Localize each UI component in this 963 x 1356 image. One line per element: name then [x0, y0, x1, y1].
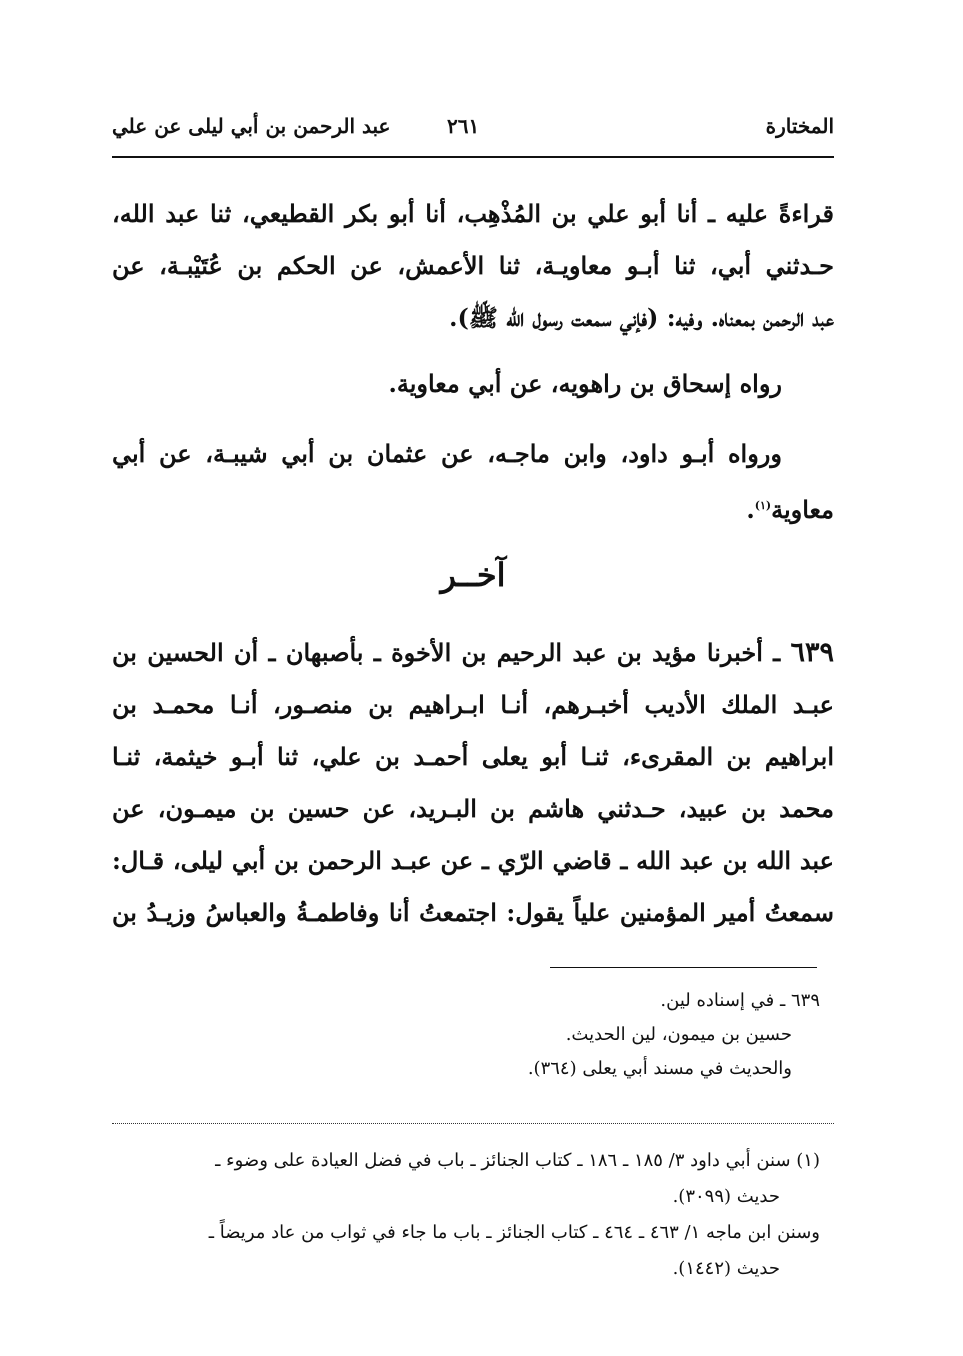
footnote-marker: (١)	[754, 499, 772, 512]
text-line-with-number	[112, 627, 834, 679]
reference-line: حديث (١٤٤٢).	[672, 1258, 780, 1279]
editor-notes	[300, 984, 820, 1086]
text-line: حـدثني أبي، ثنا أبـو معاويـة، ثنا الأعمش، عن الحكم بن عُتَيْبـة، عن	[112, 251, 834, 280]
header-chapter-title: عبد الرحمن بن أبي ليلى عن علي	[112, 114, 391, 138]
note-line: ٦٣٩ ـ في إسناده لين.	[660, 990, 820, 1011]
reference-line: وسنن ابن ماجه ١/ ٤٦٣ ـ ٤٦٤ ـ كتاب الجنائز ـ باب ما جاء في ثواب من عاد مريضاً ـ	[208, 1222, 820, 1243]
text-line: ابراهيم بن المقرىء، ثنـا أبو يعلى أحمـد بن علي، ثنا أبـو خيثمة، ثنـا	[112, 742, 834, 771]
text-line: ورواه أبـو داود، وابن ماجـه، عن عثمان بن أبي شيبـة، عن أبي	[112, 439, 782, 468]
section-heading: آخــر	[440, 556, 506, 594]
paragraph-isnad	[112, 188, 834, 344]
footnote-separator	[550, 967, 817, 968]
running-header	[112, 114, 834, 154]
references-separator	[112, 1123, 834, 1124]
text-line: محمد بن عبيد، حـدثني هاشم بن البـريد، عن حسين بن ميمـون، عن	[112, 794, 834, 823]
text-line: عبد الرحمن بمعناه. وفيه: (فإني سمعت رسول الله ﷺ).	[449, 303, 834, 332]
header-divider	[112, 156, 834, 158]
reference-line: (١) سنن أبي داود ٣/ ١٨٥ ـ ١٨٦ ـ كتاب الجنائز ـ باب في فضل العيادة على وضوء ـ	[215, 1150, 820, 1171]
hadith-number: ٦٣٩	[790, 637, 834, 668]
reference-line: حديث (٣٠٩٩).	[672, 1186, 780, 1207]
text-fragment: .	[746, 495, 755, 524]
text-line: عبد الله بن عبد الله ـ قاضي الرّي ـ عن عبـد الرحمن بن أبي ليلى، قـال:	[112, 846, 834, 875]
text-line: قراءةً عليه ـ أنا أبو علي بن المُذْهِب، أنا أبو بكر القطيعي، ثنا عبد الله،	[112, 199, 834, 228]
text-line: عبـد الملك الأديب أخبـرهم، أنـا ابـراهيم بن منصـور، أنـا محمـد بن	[112, 690, 834, 719]
note-line: والحديث في مسند أبي يعلى (٣٦٤).	[527, 1058, 792, 1079]
text-line-with-note	[112, 480, 834, 532]
text-line: رواه إسحاق بن راهويه، عن أبي معاوية.	[388, 369, 782, 398]
text-fragment: معاوية	[771, 495, 834, 524]
paragraph-ishaq	[112, 358, 834, 410]
hadith-paragraph	[112, 627, 834, 939]
footnote-references	[100, 1143, 820, 1287]
text-fragment: ـ أخبرنا مؤيد بن عبد الرحيم بن الأخوة ـ بأصبهان ـ أن الحسين بن	[112, 638, 791, 667]
page-number: ٢٦١	[447, 114, 480, 138]
paragraph-abu-dawud	[112, 428, 834, 532]
text-line: سمعتُ أمير المؤمنين علياً يقول: اجتمعتُ أنا وفاطمـةُ والعباسُ وزيـدُ بن	[112, 898, 834, 927]
note-line: حسين بن ميمون، لين الحديث.	[565, 1024, 792, 1045]
header-book-title: المختارة	[765, 114, 834, 138]
